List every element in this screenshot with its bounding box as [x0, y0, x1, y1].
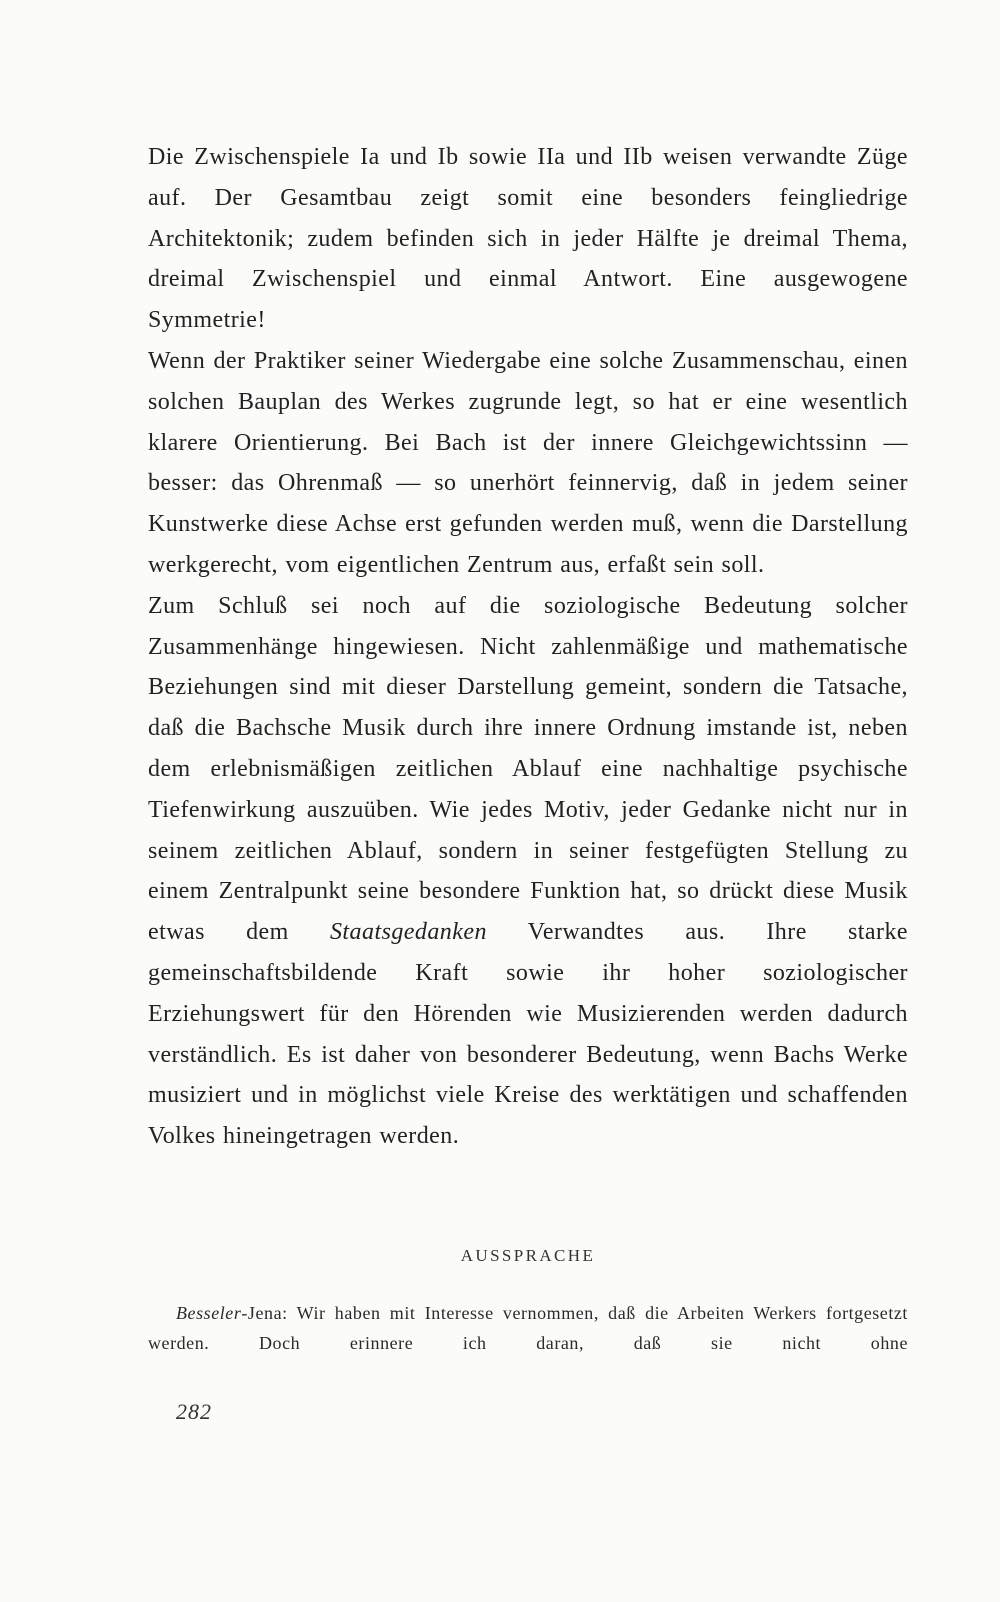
- paragraph-text-after-emphasis: Verwandtes aus. Ihre starke gemeinschaftsbildende Kraft sowie ihr hoher soziologischer Erziehungswert für den Hörenden wie Musizierenden werden dadurch verständlich. Es ist daher von besonderer Bedeutung, wenn Bachs Werke musiziert und in möglichst viele Kreise des werktätigen und schaffenden Volkes hineingetragen werden.: [148, 919, 909, 1150]
- paragraph-text-before-emphasis: Zum Schluß sei noch auf die soziologische Bedeutung solcher Zusammenhänge hingewiesen. Nicht zahlenmäßige und mathematische Beziehungen sind mit dieser Darstellung gemeint, sondern die Tatsache, daß die Bachsche Musik durch ihre innere Ordnung imstande ist, neben dem erlebnismäßigen zeitlichen Ablauf eine nachhaltige psychische Tiefenwirkung auszuüben. Wie jedes Motiv, jeder Gedanke nicht nur in seinem zeitlichen Ablauf, sondern in seiner festgefügten Stellung zu einem Zentralpunkt seine besondere Funktion hat, so drückt diese Musik etwas dem: [148, 592, 908, 946]
- speaker-name: Besseler: [176, 1303, 242, 1323]
- speaker-location: -Jena:: [241, 1303, 288, 1323]
- paragraph-orientation: Wenn der Praktiker seiner Wiedergabe eine solche Zusammenschau, einen solchen Bauplan des Werkes zugrunde legt, so hat er eine wesentlich klarere Orientierung. Bei Bach ist der innere Gleichgewichtssinn — besser: das Ohrenmaß — so unerhört feinnervig, daß in jedem seiner Kunstwerke diese Achse erst gefunden werden muß, wenn die Darstellung werkgerecht, vom eigentlichen Zentrum aus, erfaßt sein soll.: [148, 347, 908, 578]
- page-number: 282: [176, 1399, 212, 1424]
- paragraph-sociological-meaning: [148, 586, 908, 1157]
- section-heading: AUSSPRACHE: [460, 1246, 596, 1265]
- discussion-text: [148, 1298, 908, 1358]
- emphasized-word: Staatsgedanken: [329, 919, 487, 946]
- discussion-paragraph: [148, 1298, 908, 1358]
- main-text: [148, 137, 908, 1157]
- discussion-sentence: Wir haben mit Interesse vernommen, daß die Arbeiten Werkers fortgesetzt werden. Doch erinnere ich daran, daß sie nicht ohne: [148, 1303, 908, 1353]
- paragraph-symmetry: Die Zwischenspiele Ia und Ib sowie IIa und IIb weisen verwandte Züge auf. Der Gesamtbau zeigt somit eine besonders feingliedrige Architektonik; zudem befinden sich in jeder Hälfte je dreimal Thema, dreimal Zwischenspiel und einmal Antwort. Eine ausgewogene Symmetrie!: [148, 144, 908, 334]
